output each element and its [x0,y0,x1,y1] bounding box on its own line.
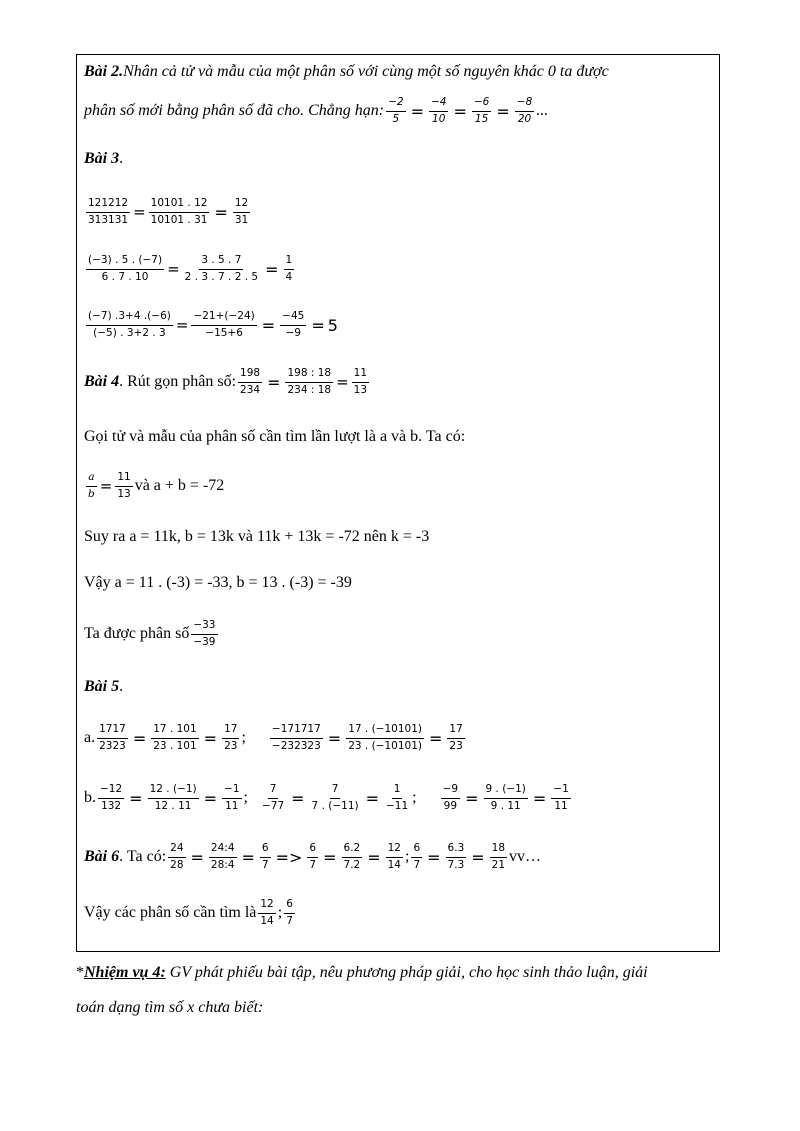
denominator: −232323 [271,739,321,752]
bai3-label: Bài 3 [84,150,120,167]
numerator: 11 [352,367,369,382]
operator: = [311,315,325,335]
fraction [86,254,164,283]
denominator: 28:4 [210,858,235,871]
fraction [441,783,460,812]
denominator: 20 [517,112,532,125]
numerator: 7 [330,783,341,798]
denominator: 23 . (−10101) [348,739,422,752]
fraction [551,783,570,812]
numerator: 17 [447,723,464,738]
numerator: 3 . 5 . 7 [199,254,243,269]
fraction [260,783,286,812]
bai2-text2: phân số mới bằng phân số đã cho. Chẳng hạn: [84,102,385,119]
fraction [284,254,295,283]
operator: = [175,316,189,334]
numerator: 1 [284,254,295,269]
denominator: 7 [309,858,317,871]
operator: = [265,259,279,279]
numerator: −33 [191,619,217,634]
operator: = [327,728,342,748]
fraction [209,842,237,871]
fraction [149,197,210,226]
fraction [258,898,275,927]
bai2-text1: Nhân cả tử và mẫu của một phân số với cùng một số nguyên khác 0 ta được [123,63,609,80]
fraction [352,367,369,396]
fraction [490,842,507,871]
numerator: −4 [429,96,448,111]
numerator: 11 [115,471,132,486]
operator: = [214,202,228,222]
denominator: −11 [386,799,409,812]
bai3-heading: Bài 3 . [84,150,124,167]
fraction [98,783,124,812]
fraction [238,367,262,396]
fraction [411,842,422,871]
bai4-label: Bài 4 [84,373,120,390]
fraction [446,842,467,871]
numerator: 6.2 [342,842,363,857]
numerator: 17 . (−10101) [346,723,424,738]
numerator: 1 [392,783,403,798]
denominator: −77 [261,799,285,812]
fraction [97,723,128,752]
denominator: −15+6 [205,326,243,339]
fraction [429,96,448,125]
bai2-line1 [84,60,609,84]
operator: = [365,788,379,808]
fraction [447,723,464,752]
denominator: 7 [286,914,293,927]
numerator: 10101 . 12 [149,197,210,212]
numerator: a [86,471,96,486]
denominator: 2323 [99,739,126,752]
fraction [222,783,241,812]
bai6-line1: Bài 6 . Ta có: $\frac{24}{28}$ = $\frac{24:4}{28:4}$ = $\frac{6}{7}$ => $\frac{6}{7}$ = $\frac{6.2}{7.2}$ = $\frac{12}{14}$ ; $\frac{6}{7}$ = $\frac{6.3}{7.3}$ = $\frac{18}{21}$ vv… [84,842,542,871]
operator: = [203,788,218,808]
denominator: 7.3 [447,858,465,871]
denominator: 31 [234,213,249,226]
bai4-line3: $\frac{a}{b}$ = $\frac{11}{13}$ và a + b = -72 [88,471,225,500]
numerator: 17 . 101 [151,723,198,738]
operator: = [99,477,113,495]
fraction [386,842,403,871]
task4-label: Nhiệm vụ 4: [84,964,166,981]
numerator: −12 [98,783,124,798]
operator: = [496,101,510,121]
numerator: −1 [222,783,241,798]
fraction [280,310,306,339]
fraction [151,723,198,752]
operator: = [129,788,143,808]
numerator: 9 . (−1) [484,783,528,798]
numerator: −1 [551,783,570,798]
fraction [233,197,250,226]
bai5-heading: Bài 5 . [84,678,124,695]
denominator: 23 [449,739,463,752]
fraction [86,197,130,226]
operator: = [291,788,305,808]
denominator: 132 [101,799,122,812]
denominator: 5 [392,112,400,125]
fraction [384,783,410,812]
fraction [342,842,363,871]
denominator: 2 . 3 . 7 . 2 . 5 [184,270,259,283]
bai3-row1 [84,194,252,230]
numerator: 198 : 18 [285,367,333,382]
task4-line1: *Nhiệm vụ 4: GV phát phiếu bài tập, nêu phương pháp giải, cho học sinh thảo luận, giải [76,964,648,981]
operator: = [532,788,547,808]
numerator: 12 [233,197,250,212]
bai4-line1: Bài 4 . Rút gọn phân số: $\frac{198}{234}$ = $\frac{198 : 18}{234 : 18}$ = $\frac{11}{13}$ [84,367,368,396]
fraction [222,723,239,752]
fraction [386,96,405,125]
numerator: 12 [386,842,403,857]
denominator: 23 . 101 [153,739,197,752]
fraction [310,783,361,812]
bai4-line5: Vậy a = 11 . (-3) = -33, b = 13 . (-3) = -39 [84,574,352,591]
numerator: 6 [284,898,295,913]
bai6-label: Bài 6 [84,848,120,865]
numerator: 6 [411,842,422,857]
denominator: 99 [443,799,458,812]
fraction [307,842,318,871]
bai3-row3 [84,307,341,343]
bai4-line4: Suy ra a = 11k, b = 13k và 11k + 13k = -72 nên k = -3 [84,528,430,545]
operator: = [471,847,485,867]
denominator: 234 [240,383,261,396]
fraction [148,783,199,812]
bai2-label: Bài 2. [84,63,124,80]
fraction [472,96,491,125]
operator: = [367,847,381,867]
operator: = [323,847,337,867]
numerator: −9 [441,783,460,798]
denominator: 13 [117,487,131,500]
fraction [284,898,295,927]
numerator: 18 [490,842,507,857]
denominator: 14 [260,914,274,927]
denominator: 23 [224,739,238,752]
denominator: 7 . (−11) [311,799,359,812]
denominator: 21 [491,858,506,871]
denominator: 313131 [88,213,129,226]
operator: = [203,728,218,748]
bai5-row-b: b. $\frac{-12}{132}$ = $\frac{12 . (-1)}{12 . 11}$ = $\frac{-1}{11}$ ; $\frac{7}{-77}$ = $\frac{7}{7 . (-11)}$ = $\frac{1}{-11}$ ; $\frac{-9}{99}$ = $\frac{9 . (-1)}{9 . 11}$ = $\frac{-1}{11}$ [84,783,569,812]
denominator: 234 : 18 [287,383,332,396]
numerator: 6 [307,842,318,857]
numerator: −6 [472,96,491,111]
operator: = [133,203,146,221]
numerator: −2 [386,96,405,111]
numerator: (−3) . 5 . (−7) [86,254,164,269]
fraction [191,310,256,339]
bai4-line2: Gọi tử và mẫu của phân số cần tìm lần lượt là a và b. Ta có: [84,428,466,445]
bai6-line2: Vậy các phân số cần tìm là $\frac{12}{14}$ ; $\frac{6}{7}$ [84,898,293,927]
denominator: 6 . 7 . 10 [101,270,149,283]
bai4-line6: Ta được phân số $\frac{-33}{-39}$ [84,619,216,648]
operator: = [241,847,255,867]
fraction [86,471,97,500]
denominator: 11 [554,799,568,812]
fraction [86,310,173,339]
numerator: 6 [260,842,271,857]
operator: = [336,373,349,391]
fraction [183,254,260,283]
numerator: 12 . (−1) [148,783,199,798]
bai3-row2 [84,251,296,287]
fraction [115,471,132,500]
denominator: 10101 . 31 [150,213,208,226]
denominator: 12 . 11 [154,799,192,812]
numerator: 24:4 [209,842,237,857]
denominator: 15 [474,112,489,125]
denominator: b [88,487,95,500]
numerator: 121212 [86,197,130,212]
denominator: 10 [432,112,446,125]
denominator: 9 . 11 [490,799,521,812]
fraction [515,96,534,125]
operator: = [267,372,281,392]
denominator: 13 [353,383,368,396]
numerator: −8 [515,96,534,111]
numerator: 24 [168,842,185,857]
implies-arrow: => [275,847,303,867]
numerator: 17 [222,723,239,738]
operator: = [190,847,204,867]
numerator: 1717 [97,723,128,738]
fraction [285,367,333,396]
operator: = [465,788,479,808]
operator: = [453,101,467,121]
numerator: 7 [268,783,279,798]
numerator: −171717 [270,723,323,738]
numerator: (−7) .3+4 .(−6) [86,310,173,325]
operator: = [428,728,443,748]
bai2-line2 [84,93,548,129]
task4-line2: toán dạng tìm số x chưa biết: [76,999,264,1016]
bai2-ellipsis: ... [536,102,549,119]
denominator: 28 [170,858,184,871]
operator: = [261,315,276,335]
operator: = [410,101,424,121]
fraction [260,842,271,871]
numerator: 6.3 [446,842,467,857]
denominator: −39 [193,635,216,648]
denominator: 7.2 [343,858,361,871]
fraction [270,723,323,752]
operator: = [132,728,147,748]
denominator: 4 [285,270,293,283]
numerator: 12 [258,898,275,913]
denominator: (−5) . 3+2 . 3 [93,326,166,339]
numerator: 198 [238,367,262,382]
denominator: 14 [387,858,401,871]
operator: = [427,847,441,867]
denominator: −9 [285,326,301,339]
fraction [168,842,185,871]
denominator: 11 [225,799,239,812]
bai3-result: 5 [327,315,338,335]
denominator: 7 [261,858,269,871]
fraction [191,619,217,648]
bai5-row-a: a. $\frac{1717}{2323}$ = $\frac{17 . 101}{23 . 101}$ = $\frac{17}{23}$ ; $\frac{-171717}{-232323}$ = $\frac{17 . (-10101)}{23 . (-10101)}$ = $\frac{17}{23}$ [84,723,463,752]
fraction [484,783,528,812]
fraction [346,723,424,752]
numerator: −45 [280,310,306,325]
denominator: 7 [413,858,421,871]
operator: = [167,260,180,278]
numerator: −21+(−24) [191,310,256,325]
bai5-label: Bài 5 [84,678,120,695]
